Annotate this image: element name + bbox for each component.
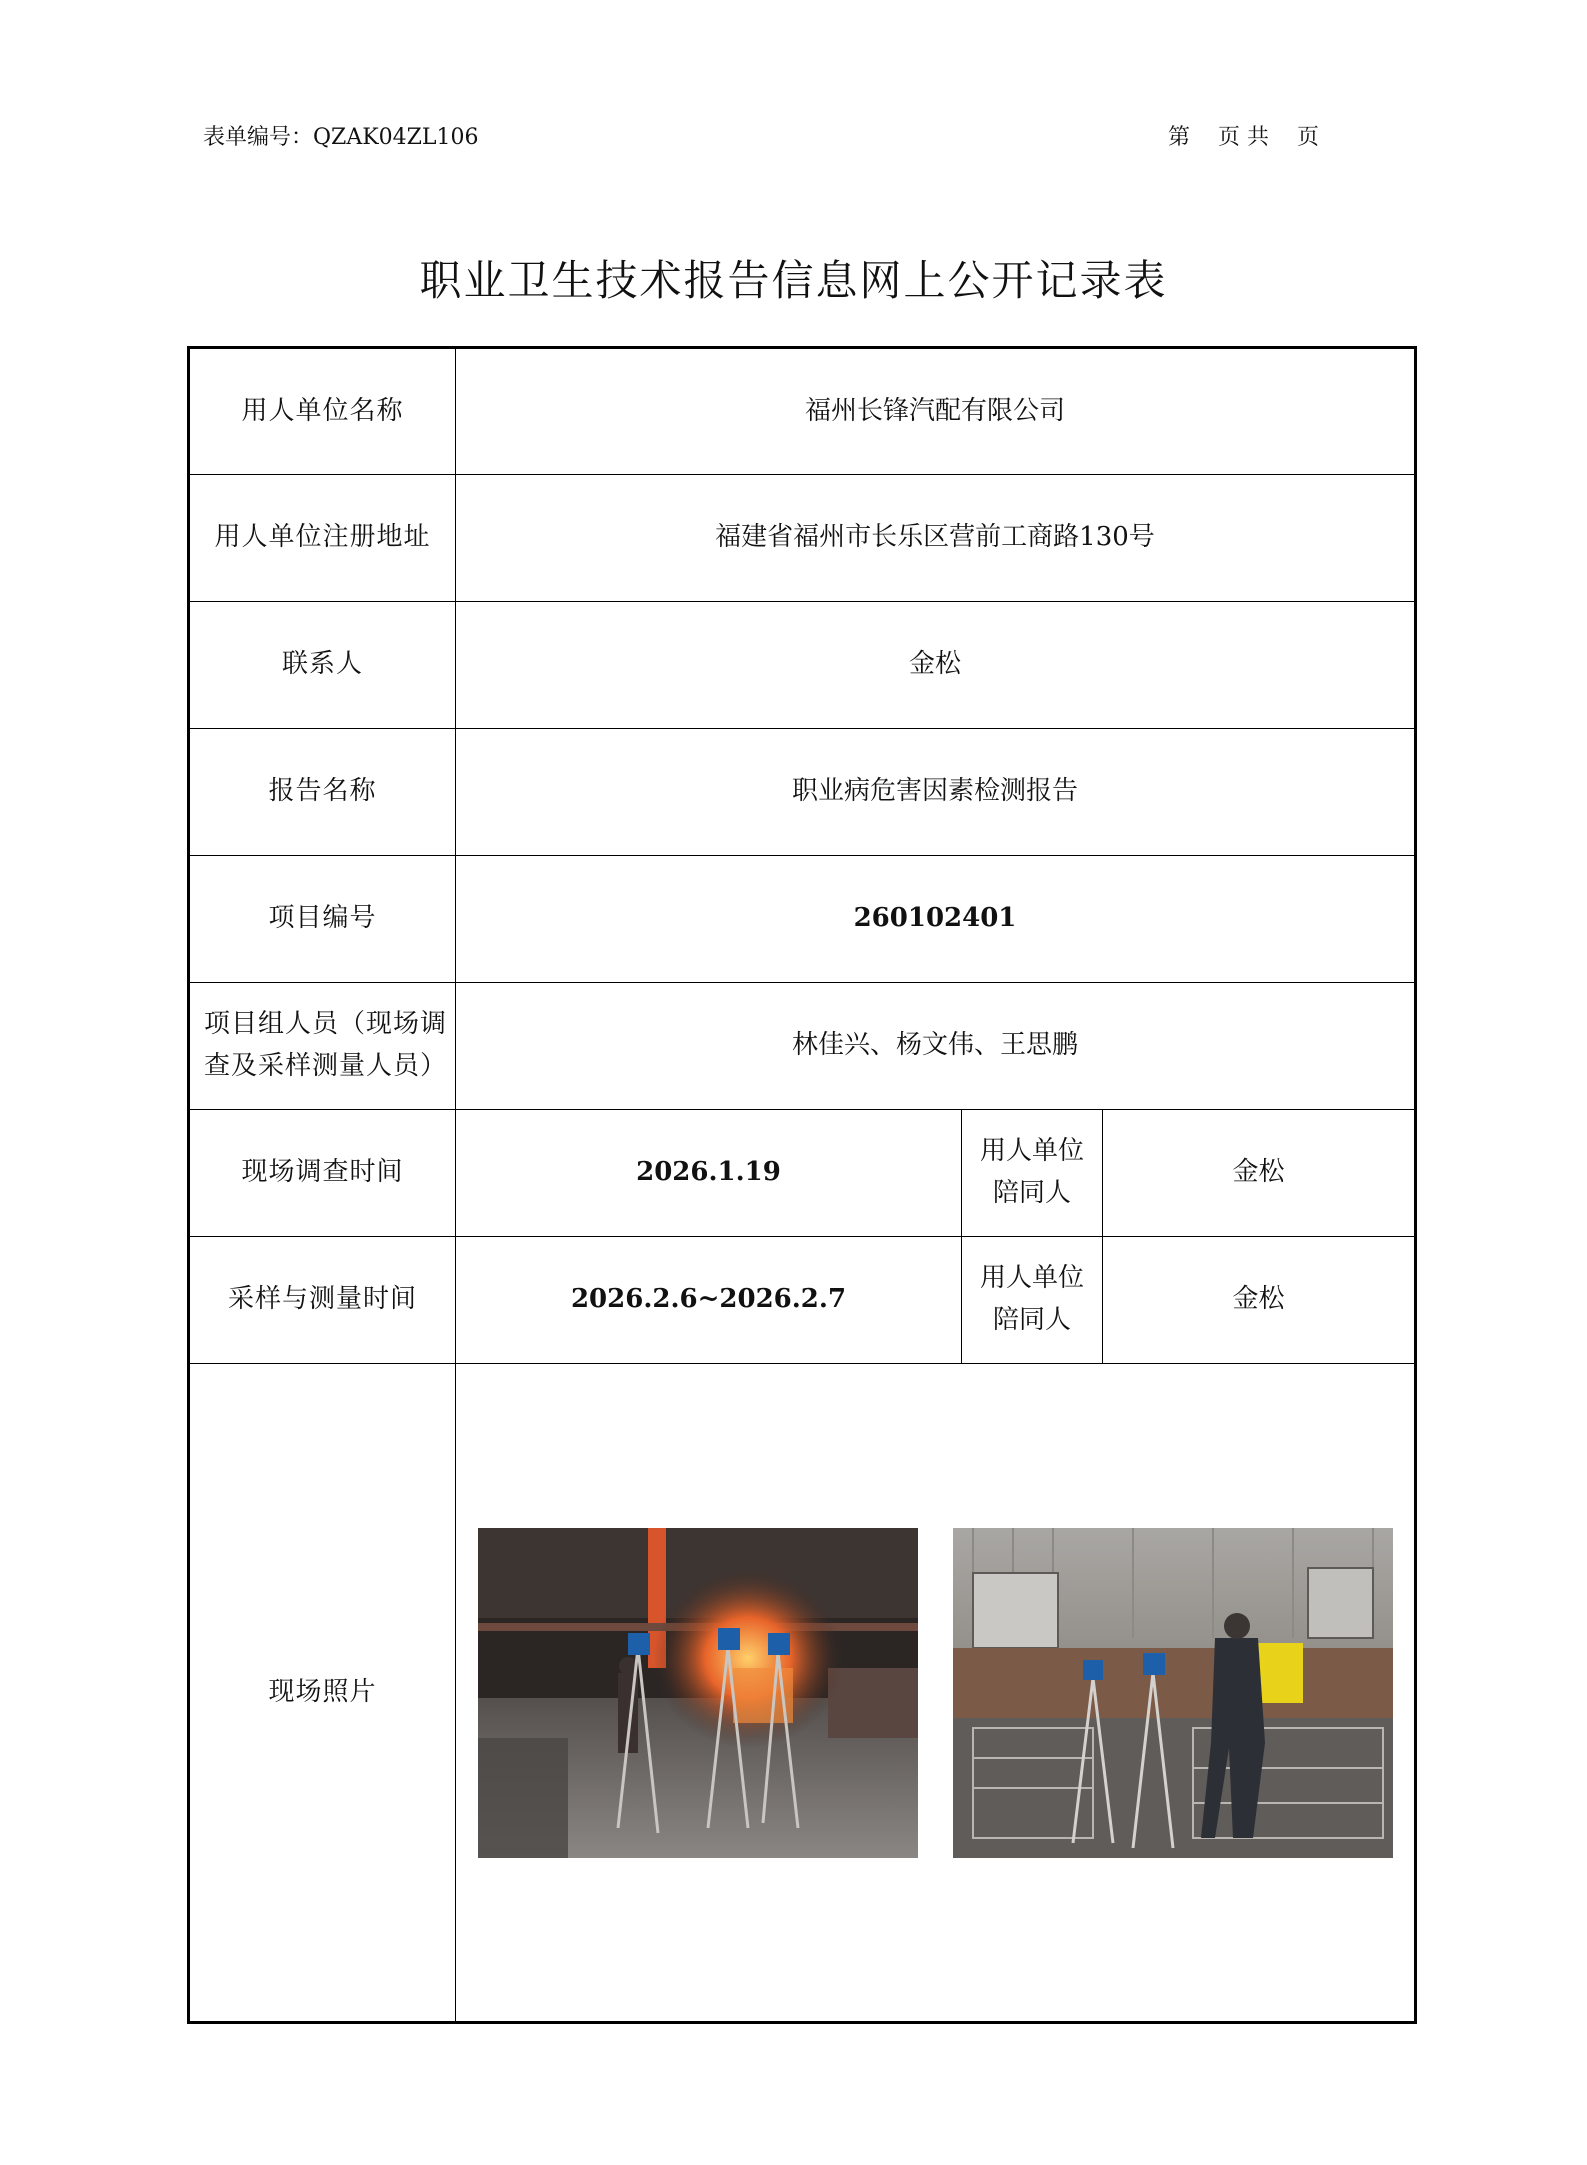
site-photo-workshop [953,1528,1393,1858]
sampling-time-label: 采样与测量时间 [189,1237,456,1364]
report-name-label: 报告名称 [189,729,456,856]
sampling-companion-value: 金松 [1103,1237,1416,1364]
document-title: 职业卫生技术报告信息网上公开记录表 [419,256,1168,305]
row-team-members [189,983,1416,1110]
row-site-photos [189,1364,1416,2023]
employer-name-value: 福州长锋汽配有限公司 [456,348,1416,475]
project-number-value: 260102401 [456,856,1416,983]
site-photos-label: 现场照片 [189,1364,456,2023]
site-photos-cell [456,1364,1416,2023]
row-sampling-time [189,1237,1416,1364]
row-project-number [189,856,1416,983]
row-report-name [189,729,1416,856]
row-contact [189,602,1416,729]
survey-companion-value: 金松 [1103,1110,1416,1237]
row-employer-address [189,475,1416,602]
employer-address-value: 福建省福州市长乐区营前工商路130号 [456,475,1416,602]
employer-address-label: 用人单位注册地址 [189,475,456,602]
team-members-label: 项目组人员（现场调查及采样测量人员） [189,983,456,1110]
sampling-time-value: 2026.2.6~2026.2.7 [456,1237,962,1364]
employer-name-label: 用人单位名称 [189,348,456,475]
team-members-value: 林佳兴、杨文伟、王思鹏 [456,983,1416,1110]
contact-value: 金松 [456,602,1416,729]
sampling-companion-label: 用人单位陪同人 [962,1237,1103,1364]
contact-label: 联系人 [189,602,456,729]
site-photo-furnace [478,1528,918,1858]
report-name-value: 职业病危害因素检测报告 [456,729,1416,856]
photo-gallery [464,1528,1406,1858]
record-table [187,346,1417,2024]
survey-companion-label: 用人单位陪同人 [962,1110,1103,1237]
row-survey-time [189,1110,1416,1237]
project-number-label: 项目编号 [189,856,456,983]
row-employer-name [189,348,1416,475]
survey-time-label: 现场调查时间 [189,1110,456,1237]
page-info: 第 页 共 页 [1168,125,1319,150]
survey-time-value: 2026.1.19 [456,1110,962,1237]
form-number: 表单编号：QZAK04ZL106 [203,125,479,150]
